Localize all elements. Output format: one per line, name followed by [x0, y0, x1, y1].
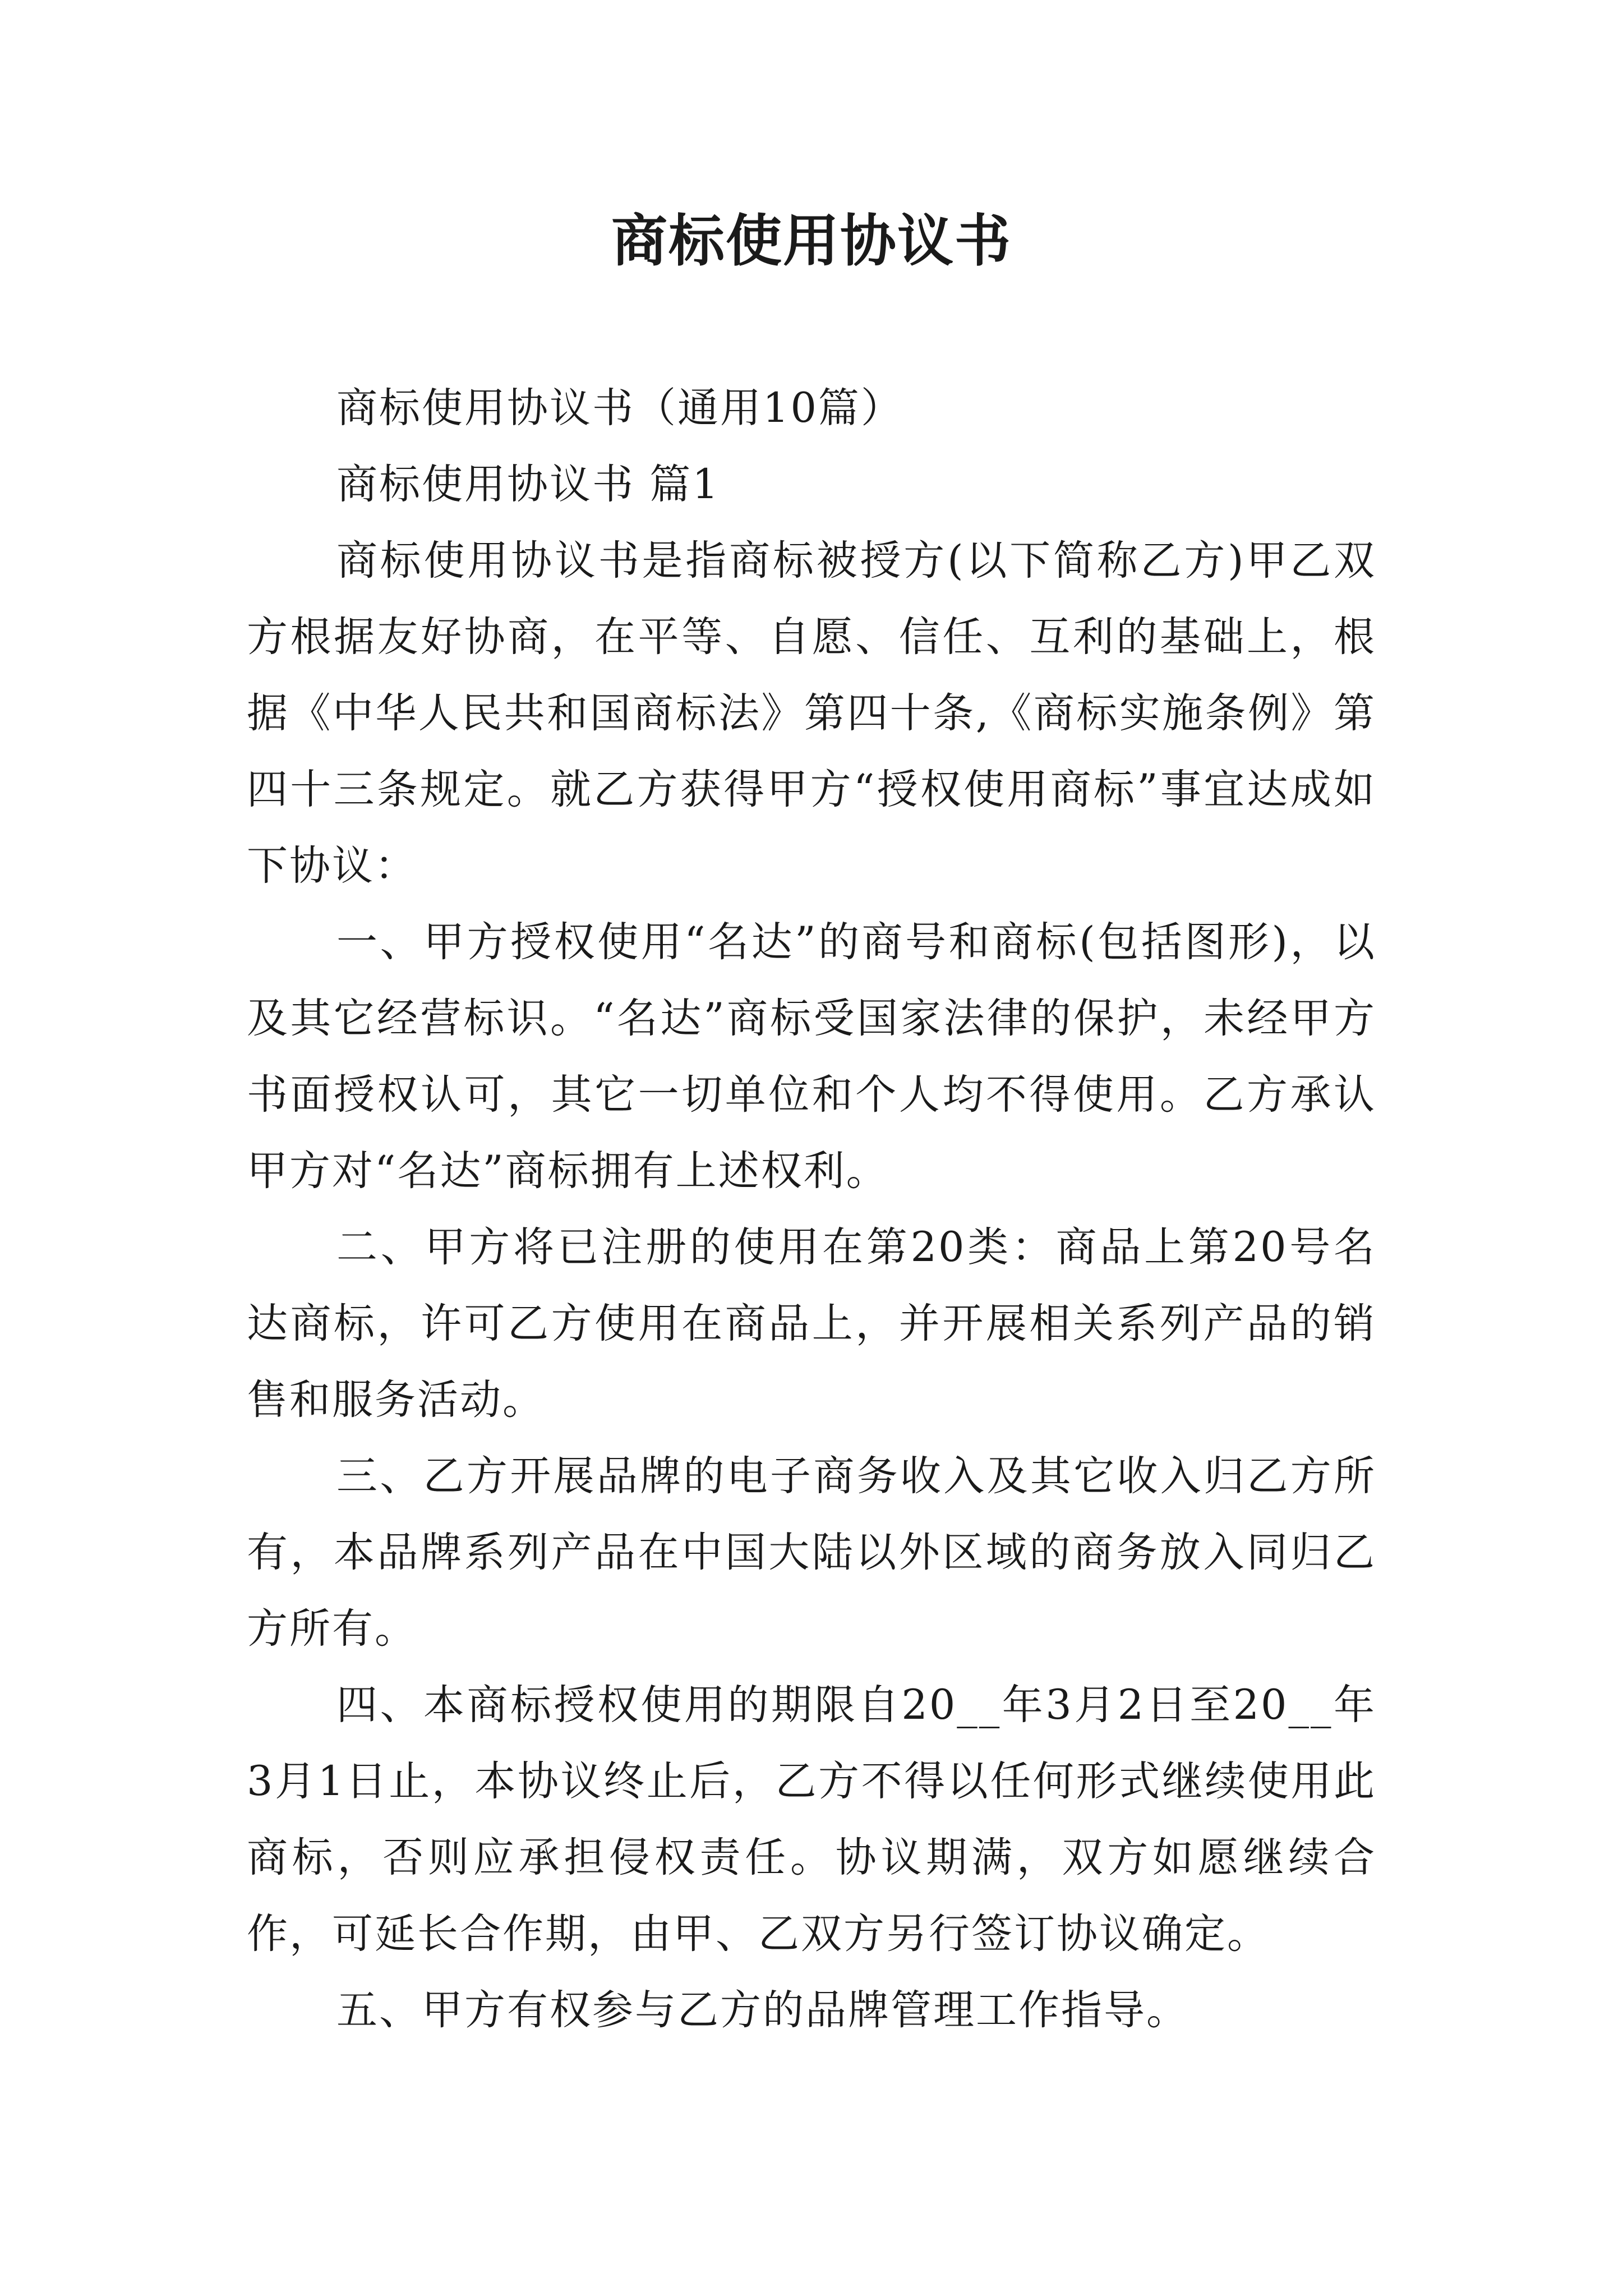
paragraph-clause-3: 三、乙方开展品牌的电子商务收入及其它收入归乙方所有，本品牌系列产品在中国大陆以外区域的商务放入同归乙方所有。	[247, 1452, 1376, 1653]
paragraph-clause-1: 一、甲方授权使用“名达”的商号和商标(包括图形)，以及其它经营标识。“名达”商标受国家法律的保护，未经甲方书面授权认可，其它一切单位和个人均不得使用。乙方承认甲方对“名达”商标拥有上述权利。	[247, 918, 1376, 1195]
paragraph-clause-4: 四、本商标授权使用的期限自20__年3月2日至20__年3月1日止，本协议终止后，乙方不得以任何形式继续使用此商标，否则应承担侵权责任。协议期满，双方如愿继续合作，可延长合作期，由甲、乙双方另行签订协议确定。	[247, 1681, 1376, 1958]
paragraph-intro: 商标使用协议书是指商标被授方(以下简称乙方)甲乙双方根据友好协商，在平等、自愿、信任、互利的基础上，根据《中华人民共和国商标法》第四十条,《商标实施条例》第四十三条规定。就乙方获得甲方“授权使用商标”事宜达成如下协议：	[247, 537, 1376, 890]
document-body	[247, 370, 1376, 2049]
paragraph-collection-heading: 商标使用协议书（通用10篇）	[336, 384, 903, 432]
document-title: 商标使用协议书	[611, 208, 1012, 274]
paragraph-section-heading: 商标使用协议书 篇1	[336, 461, 720, 508]
paragraph-clause-5: 五、甲方有权参与乙方的品牌管理工作指导。	[336, 1986, 1189, 2034]
paragraph-clause-2: 二、甲方将已注册的使用在第20类：商品上第20号名达商标，许可乙方使用在商品上，并开展相关系列产品的销售和服务活动。	[247, 1223, 1376, 1424]
